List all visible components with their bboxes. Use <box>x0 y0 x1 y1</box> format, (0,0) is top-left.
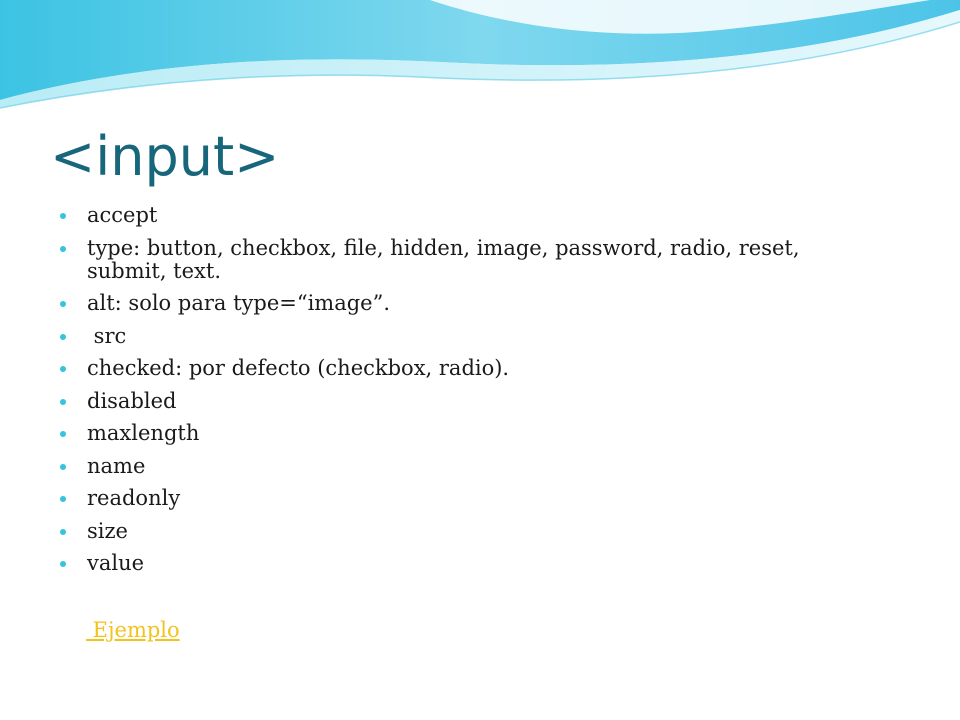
list-item-text: type: button, checkbox, file, hidden, image, password, radio, reset, submit, text. <box>87 235 800 283</box>
bullet-icon <box>60 301 66 307</box>
list-item <box>60 390 880 413</box>
list-item <box>60 325 880 348</box>
bullet-icon <box>60 561 66 567</box>
example-link-row <box>86 617 180 643</box>
list-item <box>60 357 880 380</box>
bullet-icon <box>60 246 66 252</box>
list-item-text: name <box>87 453 146 478</box>
list-item-text: size <box>87 518 128 543</box>
list-item-text: value <box>87 551 145 575</box>
header-wave-decoration <box>0 0 960 120</box>
list-item <box>60 292 880 315</box>
bullet-icon <box>60 334 66 340</box>
bullet-list <box>60 204 880 585</box>
list-item-text: disabled <box>87 388 177 413</box>
list-item-text: maxlength <box>87 421 200 445</box>
bullet-icon <box>60 431 66 437</box>
slide-title: <input> <box>50 125 280 188</box>
list-item-text: checked: por defecto (checkbox, radio). <box>87 356 510 380</box>
list-item <box>60 237 880 283</box>
example-link[interactable]: Ejemplo <box>86 618 180 642</box>
list-item <box>60 552 880 575</box>
list-item <box>60 204 880 227</box>
bullet-icon <box>60 496 66 502</box>
list-item-text: readonly <box>87 486 181 510</box>
bullet-icon <box>60 529 66 535</box>
bullet-icon <box>60 213 66 219</box>
list-item <box>60 487 880 510</box>
list-item-text: accept <box>87 203 158 227</box>
list-item-text: src <box>87 323 127 348</box>
bullet-icon <box>60 399 66 405</box>
list-item <box>60 520 880 543</box>
list-item <box>60 455 880 478</box>
list-item <box>60 422 880 445</box>
bullet-icon <box>60 464 66 470</box>
bullet-icon <box>60 366 66 372</box>
list-item-text: alt: solo para type=“image”. <box>87 291 391 315</box>
